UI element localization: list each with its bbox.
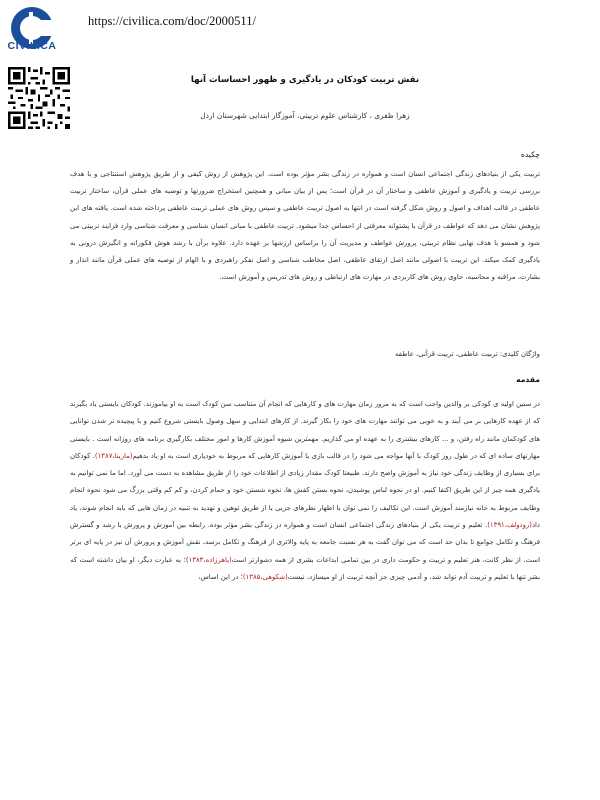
abstract-text: تربیت یکی از بنیادهای زندگی اجتماعی انسان است و همواره در زندگی بشر مؤثر بوده است. این پژوهش از روش کیفی و از طریق پژوهش استنتاجی و با هدف بررسی تربیت و یادگیری و آموزش عاطفی و ساختار آن در قرآن است؛ پس از بیان مبانی و همچنین استخراج ضرورتها و توصیه های عملی قرآن، ساختار تربیت عاطفی در قالب اهداف و اصول و روش شکل گرفته است در انتها به اصول تربیت عاطفی و سپس روش های عملی تربیت عاطفی پرداخته شده است. یافته های این پژوهش نشان می دهد که عواطف در قرآن با پشتوانه معرفتی از احساس جدا میشود. تربیت عاطفی با مبانی انسان شناسی و معرفت شناسی وارد فرایند تربیتی می شود و همسو با هدف نهایی نظام تربیتی، پرورش عواطف و مدیریت آن را براساس ارزشها بر عهده دارد. علاوه برآن با رشد هوش فکورانه و انگیزش درونی به یادگیری کمک میکند. این تربیت با اصولی مانند اصل ارتقای عاطفی، اصل مخاطب شناسی و اصل تفکر راهبردی و با الهام از توصیه های عملی قرآن مانند انذار و بشارت، مراقبه و محاسبه، حاوی روش های کاربردی در مهارت های ارتباطی و روش های تدریس و آموزش است.	[70, 170, 540, 282]
intro-heading: مقدمه	[516, 375, 540, 384]
intro-text	[70, 396, 540, 586]
intro-segment: ؛ به عبارت دیگر، او بیان داشته است که بشر تنها با تعلیم و تربیت آدم تواند شد، و آدمی چیزی جز آنچه تربیت از او میسازد، نیست	[70, 555, 540, 581]
qr-code-icon	[8, 67, 70, 129]
intro-segment: . کودکان برای بسیاری از وظایف زندگی خود نیاز به آموزش واضح دارند. طبیعتا کودک مقدار زیادی از اطلاعات خود را از طریق مشاهده به دست می آورد. اما ما نمی توانیم به یادگیری همه چیز از این طریق اکتفا کنیم. او در نحوه لباس پوشیدن، نحوه بستن کفش ها، نحوه شستن خود و حمام کردن، و کم کم وقتی بزرگ می شود نحوه انجام وظایف مربوط به خانه نیازمند آموزش است. این تکالیف را نمی توان با اظهار نظرهای جزیی یا از طریق توهین و تهدید به تنبیه در زمان هایی که باید انجام شوند، یاد داد	[70, 451, 540, 530]
keywords: واژگان کلیدی: تربیت عاطفی، تربیت قرآنی، عاطفه	[394, 350, 540, 358]
citation[interactable]: (مارینا،۱۳۸۷)	[94, 451, 133, 460]
paper-authors: زهرا ظفری ، کارشناس علوم تربیتی، آموزگار ابتدایی شهرستان اردل	[200, 111, 410, 120]
citation[interactable]: (رودولف،۱۳۹۱)	[487, 521, 532, 530]
intro-segment: ؛ در این اساس،	[198, 572, 243, 581]
document-url[interactable]: https://civilica.com/doc/2000511/	[88, 14, 256, 28]
intro-segment: . تعلیم و تربیت یکی از بنیادهای زندگی اجتماعی انسان است و همواره در زندگی بشر مؤثر بوده. رابطه بین آموزش و پرورش با رشد و گسترش فرهنگ و تکامل جوامع تا بدان حد است که می توان گفت به هر نسبت جامعه به پایه والاتری از فرهنگ و تکامل برسد، نقش آموزش و پرورش آن نیز در پایه ای برتر است. از نظر کانت، هنر تعلیم و تربیت و حکومت داری در بین تمامی ابداعات بشری از همه دشوارتر است	[70, 521, 540, 564]
paper-title: نقش تربیت کودکان در یادگیری و ظهور احساسات آنها	[190, 75, 420, 85]
abstract-heading: چکیده	[520, 150, 540, 159]
intro-segment: در سنین اولیه ی کودکی بر والدین واجب است که به مرور زمان مهارت های و کارهایی که انجام آن متناسب سن کودک است به او بیاموزند. کودکان بایستی یاد بگیرند که از عهده کارهایی بر می آیند و به خوبی می توانند مهارت های خود را بکار گیرند. از کارهای ابتدایی و سهل وصول بایستی شروع کنیم و با پیچیده تر شدن توانایی های کودکمان مانند راه رفتن، و ... کارهای بیشتری را به عهده او می گذاریم. مهمترین شیوه آموزش کارها و امور مختلف بکارگیری برنامه های روزانه است . بایستی مهارتهای ساده ای که در طول روز کودک با آنها مواجه می شود را در قالب بازی یا آموزش کارهایی که مربوط به خودیاری است به او یاد بدهیم	[70, 400, 540, 460]
citation[interactable]: (باهرزاده،۱۳۸۳)	[185, 555, 232, 564]
logo-text: CIVILICA	[7, 40, 57, 52]
citation[interactable]: (شکوهی،۱۳۸۵)	[242, 572, 288, 581]
